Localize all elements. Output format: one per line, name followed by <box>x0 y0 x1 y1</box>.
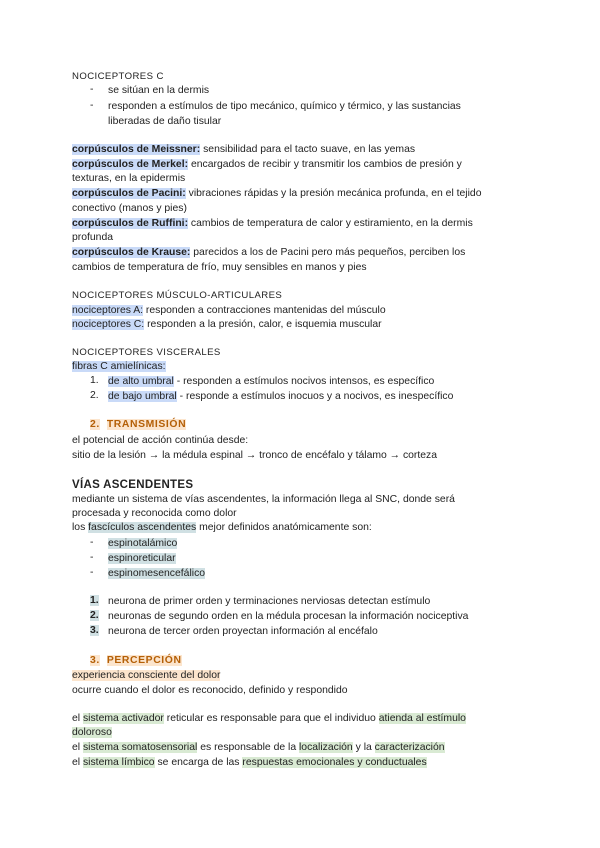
green-highlight: sistema somatosensorial <box>82 742 198 753</box>
vias-line-1: mediante un sistema de vías ascendentes, la información llega al SNC, donde será <box>72 494 455 505</box>
green-highlight: sistema límbico <box>82 757 155 768</box>
order-item-1: neurona de primer orden y terminaciones nerviosas detectan estímulo <box>108 596 431 607</box>
transmision-heading <box>90 418 186 432</box>
noci-c-item-2: responden a estímulos de tipo mecánico, químico y térmico, y las sustancias <box>108 101 461 112</box>
green-highlight: localización <box>299 742 353 753</box>
green-highlight: sistema activador <box>82 713 164 724</box>
musculo-c-term: nociceptores C: <box>72 319 145 330</box>
fasciculos-highlight: fascículos ascendentes <box>88 522 197 533</box>
dash-bullet: - <box>90 100 94 111</box>
musculo-c-line <box>72 318 382 332</box>
percepcion-num: 3. <box>90 655 100 666</box>
fibras-term: fibras C amielínicas: <box>72 361 166 372</box>
order-number: 2. <box>90 610 99 621</box>
krause-desc: parecidos a los de Pacini pero más pequeños, perciben los <box>190 247 466 258</box>
krause-desc-cont: cambios de temperatura de frío, muy sensibles en manos y pies <box>72 262 367 273</box>
percepcion-line-1 <box>72 669 220 683</box>
meissner-term: corpúsculos de Meissner: <box>72 144 201 155</box>
order-number: 3. <box>90 625 99 636</box>
green-highlight: respuestas emocionales y conductuales <box>242 757 427 768</box>
tract-item <box>108 567 205 581</box>
text-run: reticular es responsable para que el individuo <box>163 713 379 724</box>
fibras-line <box>72 360 166 374</box>
green-highlight: doloroso <box>72 727 112 738</box>
tract-label: espinoreticular <box>108 553 176 564</box>
visceral-item-2 <box>108 390 453 404</box>
order-item-3: neurona de tercer orden proyectan información al encéfalo <box>108 626 378 637</box>
visceral-item-1-desc: - responden a estímulos nocivos intensos, es específico <box>173 376 435 387</box>
dash-bullet: - <box>90 84 94 95</box>
vias-line-3-post: mejor definidos anatómicamente son: <box>196 522 372 533</box>
text-run: el <box>72 757 83 768</box>
krause-term: corpúsculos de Krause: <box>72 247 191 258</box>
text-run: se encarga de las <box>154 757 243 768</box>
transmision-title: TRANSMISIÓN <box>106 419 187 430</box>
tract-label: espinotalámico <box>108 538 178 549</box>
noci-c-heading: NOCICEPTORES C <box>72 71 164 82</box>
vias-line-3-pre: los <box>72 522 89 533</box>
transmision-line-2: sitio de la lesión → la médula espinal → tronco de encéfalo y tálamo → corteza <box>72 450 438 461</box>
tract-item <box>108 537 177 551</box>
merkel-desc-cont: texturas, en la epidermis <box>72 173 186 184</box>
text-run: es responsable de la <box>197 742 299 753</box>
merkel-line <box>72 158 462 172</box>
meissner-desc: sensibilidad para el tacto suave, en las yemas <box>200 144 416 155</box>
list-number: 1. <box>90 375 99 386</box>
pacini-term: corpúsculos de Pacini: <box>72 188 186 199</box>
dash-bullet: - <box>90 552 94 563</box>
green-highlight: atienda al estímulo <box>378 713 466 724</box>
musculo-heading: NOCICEPTORES MÚSCULO-ARTICULARES <box>72 290 283 301</box>
meissner-line <box>72 143 415 157</box>
viscerales-heading: NOCICEPTORES VISCERALES <box>72 347 221 358</box>
krause-line <box>72 246 465 260</box>
percepcion-heading <box>90 654 182 668</box>
musculo-a-line <box>72 304 386 318</box>
text-run: y la <box>352 742 375 753</box>
visceral-item-2-term: de bajo umbral <box>108 391 177 402</box>
dash-bullet: - <box>90 567 94 578</box>
musculo-a-term: nociceptores A: <box>72 305 144 316</box>
tract-item <box>108 552 176 566</box>
text-run: el <box>72 742 83 753</box>
noci-c-item-2-cont: liberadas de daño tisular <box>108 116 222 127</box>
vias-line-2: procesada y reconocida como dolor <box>72 508 237 519</box>
percepcion-line-1-text: experiencia consciente del dolor <box>72 670 221 681</box>
text-run: el <box>72 713 83 724</box>
percepcion-line-2: ocurre cuando el dolor es reconocido, definido y respondido <box>72 685 348 696</box>
pacini-line <box>72 187 481 201</box>
activador-line-cont <box>72 726 112 740</box>
ruffini-desc: cambios de temperatura de calor y estiramiento, en la dermis <box>188 218 473 229</box>
musculo-a-desc: responden a contracciones mantenidas del músculo <box>143 305 386 316</box>
ruffini-term: corpúsculos de Ruffini: <box>72 218 189 229</box>
green-highlight: caracterización <box>374 742 445 753</box>
order-item-2: neuronas de segundo orden en la médula procesan la información nociceptiva <box>108 611 469 622</box>
noci-c-item-1: se sitúan en la dermis <box>108 85 210 96</box>
merkel-desc: encargados de recibir y transmitir los cambios de presión y <box>188 159 462 170</box>
merkel-term: corpúsculos de Merkel: <box>72 159 189 170</box>
vias-heading: VÍAS ASCENDENTES <box>72 479 194 491</box>
order-number: 1. <box>90 595 99 606</box>
limbico-line <box>72 756 427 770</box>
musculo-c-desc: responden a la presión, calor, e isquemia muscular <box>144 319 382 330</box>
tract-label: espinomesencefálico <box>108 568 206 579</box>
vias-line-3 <box>72 521 372 535</box>
transmision-line-1: el potencial de acción continúa desde: <box>72 435 249 446</box>
visceral-item-2-desc: - responde a estímulos inocuos y a nocivos, es inespecífico <box>176 391 454 402</box>
activador-line <box>72 712 466 726</box>
list-number: 2. <box>90 390 99 401</box>
somato-line <box>72 741 445 755</box>
ruffini-desc-cont: profunda <box>72 232 114 243</box>
transmision-num: 2. <box>90 419 100 430</box>
percepcion-title: PERCEPCIÓN <box>106 655 182 666</box>
visceral-item-1 <box>108 375 434 389</box>
pacini-desc-cont: conectivo (manos y pies) <box>72 203 187 214</box>
visceral-item-1-term: de alto umbral <box>108 376 174 387</box>
dash-bullet: - <box>90 537 94 548</box>
ruffini-line <box>72 217 473 231</box>
pacini-desc: vibraciones rápidas y la presión mecánica profunda, en el tejido <box>185 188 482 199</box>
